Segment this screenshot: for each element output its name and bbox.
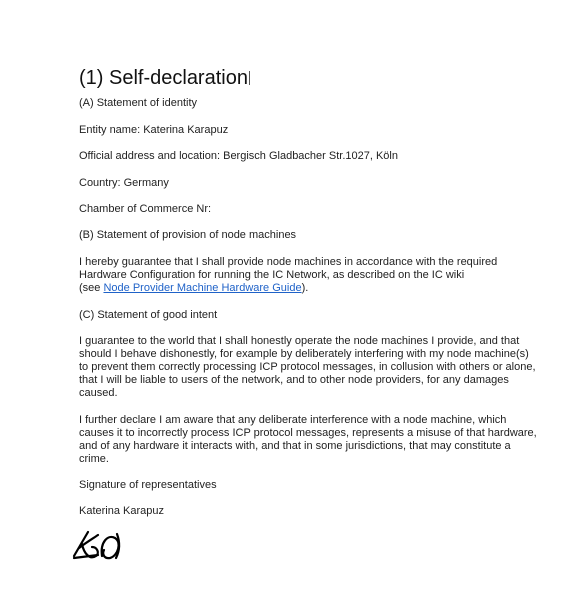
- country: Country: Germany: [79, 177, 169, 189]
- text-cursor: [249, 71, 250, 85]
- provision-statement: [79, 256, 539, 295]
- representative-name: Katerina Karapuz: [79, 505, 164, 517]
- section-c-heading: (C) Statement of good intent: [79, 309, 218, 321]
- section-a-heading: (A) Statement of identity: [79, 97, 197, 109]
- entity-name: Entity name: Katerina Karapuz: [79, 124, 229, 136]
- handwritten-signature: [70, 526, 130, 566]
- official-address: Official address and location: Bergisch Gladbacher Str.1027, Köln: [79, 150, 398, 162]
- provision-text: I hereby guarantee that I shall provide node machines in accordance with the required Hardware Configuration for running the IC Network, as described on the IC wiki: [79, 256, 498, 281]
- page-title: (1) Self-declaration: [79, 67, 248, 89]
- intent-paragraph-2: I further declare I am aware that any deliberate interference with a node machine, which causes it to incorrectly process ICP protocol messages, represents a misuse of that hardware, and of any hardware it interacts with, and that in some jurisdictions, that may constitute a crime.: [79, 414, 537, 465]
- chamber-of-commerce: Chamber of Commerce Nr:: [79, 203, 212, 215]
- signature-label: Signature of representatives: [79, 479, 217, 491]
- hardware-guide-link[interactable]: Node Provider Machine Hardware Guide: [103, 282, 302, 294]
- section-b-heading: (B) Statement of provision of node machines: [79, 229, 297, 241]
- provision-see-prefix: (see: [79, 282, 104, 294]
- intent-paragraph-1: I guarantee to the world that I shall honestly operate the node machines I provide, and that should I behave dishonestly, for example by deliberately interfering with my node machine(s) to prevent them correctly processing ICP protocol messages, in collusion with others or alone, that I will be liable to users of the network, and to other node providers, for any damages caused.: [79, 335, 536, 399]
- provision-see-suffix: ).: [301, 282, 309, 294]
